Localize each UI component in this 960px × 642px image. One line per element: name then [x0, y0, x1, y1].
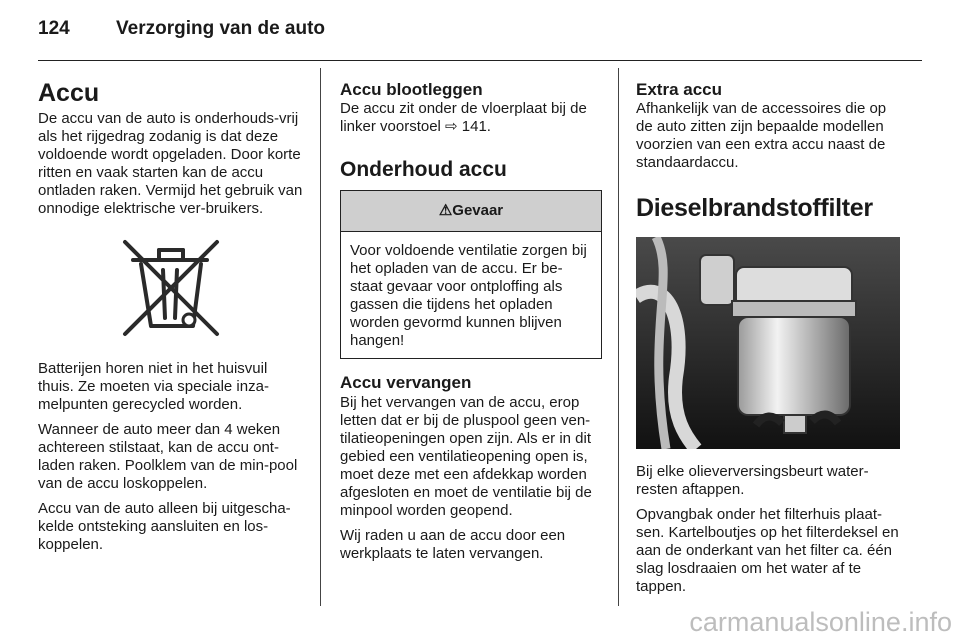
column-3	[636, 70, 904, 603]
paragraph: Opvangbak onder het filterhuis plaat-sen. Kartelboutjes op het filterdeksel en aan de onderkant van het filter ca. één slag losdraaien om het water af te tappen.	[636, 506, 899, 596]
paragraph: De accu zit onder de vloerplaat bij de linker voorstoel ⇨ 141.	[340, 100, 587, 136]
page-number: 124	[38, 18, 70, 39]
paragraph: Batterijen horen niet in het huisvuil thuis. Ze moeten via speciale inza-melpunten gerecycled worden.	[38, 359, 269, 413]
section-heading-dieselbrandstoffilter: Dieselbrandstoffilter	[636, 194, 873, 223]
warning-text: Voor voldoende ventilatie zorgen bij het opladen van de accu. Er be-staat gevaar voor ontploffing als gassen die tijdens het opladen worden gevormd kunnen blijven hangen!	[350, 242, 587, 350]
column-divider	[320, 68, 321, 606]
column-divider	[618, 68, 619, 606]
paragraph: Bij elke olieverversingsbeurt water-resten aftappen.	[636, 463, 869, 499]
section-heading-accu-vervangen: Accu vervangen	[340, 373, 472, 393]
section-heading-extra-accu: Extra accu	[636, 80, 722, 99]
diesel-filter-illustration	[636, 237, 900, 449]
page-header	[38, 18, 325, 40]
warning-title: ⚠Gevaar	[341, 191, 601, 232]
column-1	[38, 70, 304, 561]
paragraph: Afhankelijk van de accessoires die op de auto zitten zijn bepaalde modellen voorzien van een extra accu naast de standaardaccu.	[636, 100, 887, 172]
section-heading-onderhoud-accu: Onderhoud accu	[340, 158, 507, 182]
header-rule	[38, 60, 922, 61]
paragraph: Wanneer de auto meer dan 4 weken achtereen stilstaat, kan de accu ont-laden raken. Poolklem van de min-pool van de accu loskoppelen.	[38, 420, 298, 492]
paragraph: De accu van de auto is onderhouds-vrij als het rijgedrag zodanig is dat deze voldoende wordt opgeladen. Door korte ritten en vaak starten kan de accu ontladen raken. Vermijd het gebruik van onnodige elektrische ver-bruikers.	[38, 109, 303, 217]
crossed-out-wheelie-bin-icon	[119, 236, 223, 340]
paragraph: Bij het vervangen van de accu, erop letten dat er bij de pluspool geen ven-tilatieopeningen open zijn. Als er in dit gebied een ventilatieopening open is, moet deze met een afdekkap worden afgesloten en moet de ventilatie bij de minpool worden geopend.	[340, 393, 592, 519]
paragraph: Wij raden u aan de accu door een werkplaats te laten vervangen.	[340, 526, 566, 562]
warning-box	[340, 190, 602, 359]
chapter-title: Verzorging van de auto	[116, 18, 326, 39]
watermark: carmanualsonline.info	[689, 607, 952, 637]
paragraph: Accu van de auto alleen bij uitgescha-kelde ontsteking aansluiten en los-koppelen.	[38, 499, 291, 553]
section-heading-accu-blootleggen: Accu blootleggen	[340, 80, 483, 99]
section-heading-accu: Accu	[38, 79, 100, 107]
column-2	[340, 70, 602, 570]
